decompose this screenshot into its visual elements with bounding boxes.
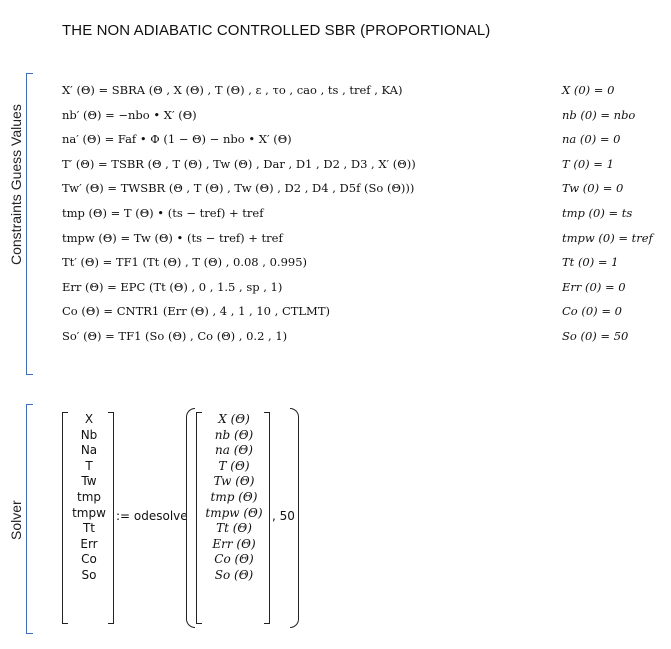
lhs-vector-item: Nb [80,427,98,442]
equation-row: Err (Θ) = EPC (Tt (Θ) , 0 , 1.5 , sp , 1) [62,279,283,294]
page-title: THE NON ADIABATIC CONTROLLED SBR (PROPORTIONAL) [62,22,491,39]
lhs-vector-item: So [81,567,97,582]
rhs-right-bracket [264,412,270,624]
initial-condition-row: nb (0) = nbo [562,107,636,122]
lhs-vector-item: X [84,412,94,426]
equation-row: So′ (Θ) = TF1 (So (Θ) , Co (Θ) , 0.2 , 1) [62,329,288,343]
equation-row: Tt′ (Θ) = TF1 (Tt (Θ) , T (Θ) , 0.08 , 0.995) [62,255,308,270]
equation-row: Co (Θ) = CNTR1 (Err (Θ) , 4 , 1 , 10 , CTLMT) [62,304,330,319]
lhs-vector [68,412,110,584]
lhs-vector-item: Err [80,536,98,551]
initial-condition-row: tmpw (0) = tref [562,230,653,245]
initial-condition-row: T (0) = 1 [562,156,614,171]
rhs-vector-item: X (Θ) [218,412,250,426]
initial-condition-row: Tt (0) = 1 [562,255,619,270]
constraints-section-label: Constraints Guess Values [8,104,24,265]
equation-row: X′ (Θ) = SBRA (Θ , X (Θ) , T (Θ) , ε , τo , cao , ts , tref , KA) [62,83,403,97]
rhs-vector-item: nb (Θ) [214,427,254,442]
equation-row: tmpw (Θ) = Tw (Θ) • (ts − tref) + tref [62,230,283,245]
rhs-vector-item: Tt (Θ) [216,521,252,536]
equation-row: Tw′ (Θ) = TWSBR (Θ , T (Θ) , Tw (Θ) , D2 , D4 , D5f (So (Θ))) [62,181,415,196]
rhs-vector-item: tmpw (Θ) [205,505,263,520]
lhs-vector-item: tmpw [72,505,106,520]
equation-row: nb′ (Θ) = −nbo • X′ (Θ) [62,107,197,122]
initial-condition-row: tmp (0) = ts [562,206,633,220]
initial-condition-row: X (0) = 0 [562,83,615,97]
rhs-vector-item: T (Θ) [218,458,250,473]
lhs-vector-item: Na [80,443,98,458]
solver-section-label: Solver [8,500,24,540]
rhs-vector-item: Err (Θ) [212,536,256,551]
solver-section-bracket [26,404,33,634]
solver-steps: , 50 [272,509,295,523]
rhs-vector-item: na (Θ) [215,443,253,458]
equation-row: T′ (Θ) = TSBR (Θ , T (Θ) , Tw (Θ) , Dar , D1 , D2 , D3 , X′ (Θ)) [62,156,416,171]
equation-row: tmp (Θ) = T (Θ) • (ts − tref) + tref [62,206,264,220]
initial-condition-row: Err (0) = 0 [562,279,626,294]
initial-condition-row: So (0) = 50 [562,329,629,343]
rhs-left-paren [186,408,195,628]
rhs-vector-item: tmp (Θ) [210,489,258,504]
rhs-vector-item: So (Θ) [214,567,254,582]
initial-condition-row: na (0) = 0 [562,132,621,147]
constraints-section-bracket [26,73,33,375]
lhs-vector-item: tmp [76,489,101,504]
equation-row: na′ (Θ) = Faf • Φ (1 − Θ) − nbo • X′ (Θ) [62,132,292,147]
rhs-vector-item: Co (Θ) [214,552,254,567]
odesolve-assignment: := odesolve [116,509,188,523]
rhs-vector-item: Tw (Θ) [213,474,255,489]
initial-condition-row: Co (0) = 0 [562,304,622,319]
lhs-right-bracket [108,412,114,624]
lhs-vector-item: Tw [81,474,97,489]
rhs-vector [202,412,266,584]
initial-condition-row: Tw (0) = 0 [562,181,624,196]
lhs-vector-item: T [85,458,93,473]
lhs-vector-item: Tt [82,521,96,536]
lhs-vector-item: Co [81,552,97,567]
rhs-right-paren [290,408,299,628]
